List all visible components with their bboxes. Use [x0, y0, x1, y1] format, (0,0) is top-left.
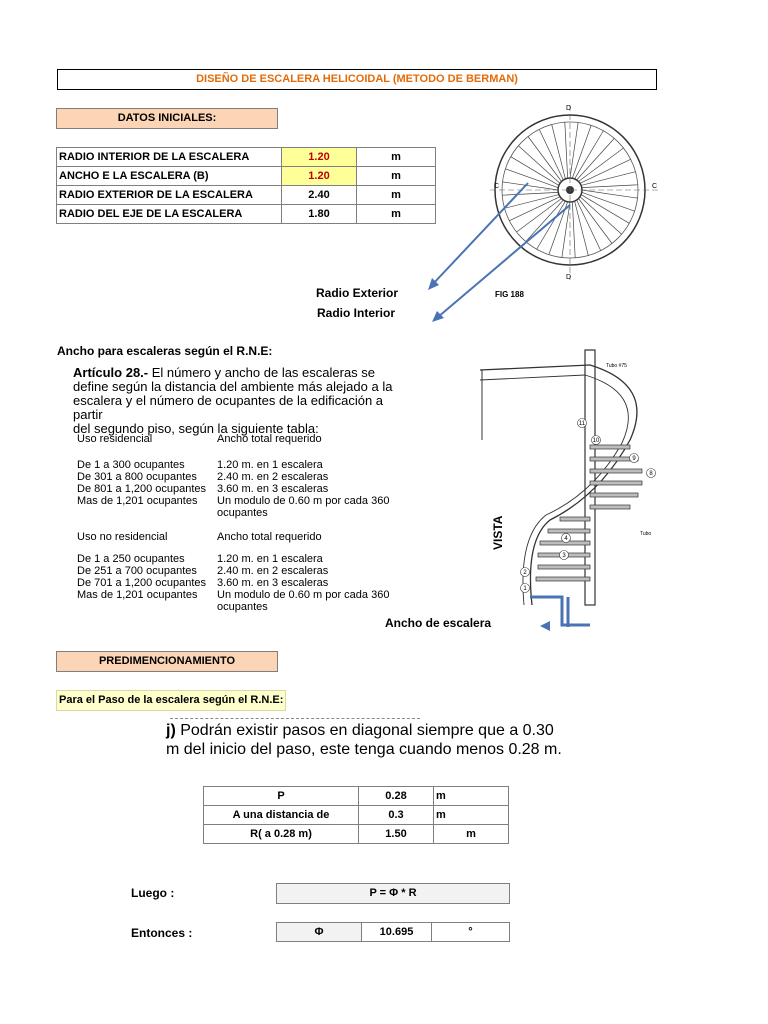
- table-row: [57, 205, 436, 224]
- stair-step: [590, 469, 642, 473]
- articulo-28-text: [73, 366, 393, 436]
- residencial-table: [77, 433, 397, 519]
- formula-box: P = Φ * R: [276, 883, 510, 904]
- table-cell-value[interactable]: 1.20: [282, 167, 357, 186]
- rne-j-letter: j): [166, 722, 176, 739]
- nores-row-uso: Mas de 1,201 ocupantes: [77, 589, 198, 601]
- res-header-ancho: Ancho total requerido: [217, 433, 322, 445]
- table-cell-label: A una distancia de: [204, 806, 359, 825]
- phi-table: [276, 922, 510, 942]
- vista-label: VISTA: [491, 515, 505, 550]
- nores-row-ancho: 3.60 m. en 3 escaleras: [217, 577, 329, 589]
- rne-j-text1: Podrán existir pasos en diagonal siempre que a 0.30: [175, 722, 554, 739]
- articulo-heading-rest: El número y ancho de las escaleras se: [148, 365, 376, 380]
- clipped-text-top: [150, 713, 570, 721]
- stair-step: [536, 577, 590, 581]
- table-cell-value: 2.40: [282, 186, 357, 205]
- table-cell-unit: m: [357, 205, 436, 224]
- stair-tread-line: [565, 122, 568, 178]
- table-row: [57, 148, 436, 167]
- nores-row-ancho: 1.20 m. en 1 escalera: [217, 553, 323, 565]
- stair-tread-line: [509, 197, 560, 221]
- articulo-heading: Artículo 28.-: [73, 365, 149, 380]
- res-row-uso: De 301 a 800 ocupantes: [77, 471, 197, 483]
- res-header-uso: Uso residencial: [77, 433, 153, 445]
- predimencionamiento-header: PREDIMENCIONAMIENTO: [56, 651, 278, 672]
- svg-text:2: 2: [523, 570, 527, 576]
- spiral-elevation-figure: [470, 345, 670, 635]
- res-row-uso: Mas de 1,201 ocupantes: [77, 495, 198, 507]
- paso-table: [203, 786, 509, 844]
- res-row-extra: ocupantes: [217, 507, 268, 519]
- table-cell-value: 1.50: [359, 825, 434, 844]
- stair-tread-line: [505, 169, 558, 188]
- stair-tread-line: [582, 185, 638, 188]
- table-row: [204, 806, 509, 825]
- fig-label: FIG 188: [495, 290, 524, 299]
- stair-tread-line: [580, 159, 631, 183]
- articulo-line: escalera y el número de ocupantes de la edificación a partir: [73, 393, 384, 422]
- nores-header-ancho: Ancho total requerido: [217, 531, 322, 543]
- articulo-line: define según la distancia del ambiente más alejado a la: [73, 379, 393, 394]
- table-cell-value: 1.80: [282, 205, 357, 224]
- table-cell-label: ANCHO E LA ESCALERA (B): [57, 167, 282, 186]
- table-cell-label: RADIO INTERIOR DE LA ESCALERA: [57, 148, 282, 167]
- stair-tread-line: [577, 200, 601, 251]
- stair-step: [590, 481, 642, 485]
- svg-text:8: 8: [649, 471, 653, 477]
- res-row-ancho: 1.20 m. en 1 escalera: [217, 459, 323, 471]
- section-mark-d: D: [566, 274, 572, 281]
- rne-j-line1: [166, 722, 554, 740]
- nores-header-uso: Uso no residencial: [77, 531, 168, 543]
- table-cell-value[interactable]: 1.20: [282, 148, 357, 167]
- nores-row-extra: ocupantes: [217, 601, 268, 613]
- luego-label: Luego :: [131, 886, 175, 900]
- stair-tread-line: [539, 129, 563, 180]
- articulo-line: del segundo piso, según la siguiente tabla:: [73, 421, 319, 436]
- table-row: [57, 167, 436, 186]
- tubo-side-label: Tubo: [640, 531, 652, 537]
- table-cell-label: R( a 0.28 m): [204, 825, 359, 844]
- table-cell-unit: m: [434, 825, 509, 844]
- stair-step: [590, 505, 630, 509]
- table-cell-label: P: [204, 787, 359, 806]
- datos-table: [56, 147, 436, 224]
- nores-row-uso: De 701 a 1,200 ocupantes: [77, 577, 207, 589]
- svg-text:11: 11: [578, 421, 586, 427]
- table-cell-unit: m: [357, 186, 436, 205]
- svg-text:1: 1: [523, 586, 527, 592]
- table-row: [277, 923, 510, 942]
- svg-text:9: 9: [632, 456, 636, 462]
- phi-unit: °: [432, 923, 510, 942]
- res-row-ancho: 3.60 m. en 3 escaleras: [217, 483, 329, 495]
- section-mark-c: C: [494, 183, 500, 190]
- datos-iniciales-header: DATOS INICIALES:: [56, 108, 278, 129]
- section-mark-c: C: [652, 183, 658, 190]
- res-row-uso: De 801 a 1,200 ocupantes: [77, 483, 207, 495]
- phi-value: 10.695: [362, 923, 432, 942]
- table-row: [57, 186, 436, 205]
- stair-step: [548, 529, 590, 533]
- res-row-uso: De 1 a 300 ocupantes: [77, 459, 185, 471]
- svg-text:3: 3: [562, 553, 566, 559]
- ancho-escalera-label: Ancho de escalera: [385, 616, 492, 630]
- table-cell-unit: m: [434, 806, 509, 825]
- paso-title: Para el Paso de la escalera según el R.N.E:: [56, 690, 286, 711]
- table-row: [204, 825, 509, 844]
- tubo-top-label: Tubo #75: [606, 363, 627, 369]
- spiral-plan-figure: [420, 95, 670, 325]
- stair-tread-line: [582, 190, 638, 198]
- nores-row-uso: De 1 a 250 ocupantes: [77, 553, 185, 565]
- res-row-ancho: Un modulo de 0.60 m por cada 360: [217, 495, 390, 507]
- svg-text:10: 10: [592, 438, 600, 444]
- phi-symbol: Φ: [277, 923, 362, 942]
- stair-step: [560, 517, 590, 521]
- stair-step: [590, 445, 630, 449]
- table-cell-label: RADIO EXTERIOR DE LA ESCALERA: [57, 186, 282, 205]
- radio-interior-label: Radio Interior: [317, 306, 396, 320]
- stair-step: [538, 565, 590, 569]
- ancho-title: Ancho para escaleras según el R.N.E:: [57, 344, 273, 358]
- no-residencial-table: [77, 531, 397, 613]
- stair-tread-line: [502, 182, 558, 190]
- res-row-ancho: 2.40 m. en 2 escaleras: [217, 471, 329, 483]
- table-cell-unit: m: [357, 148, 436, 167]
- table-cell-value: 0.3: [359, 806, 434, 825]
- stair-tread-line: [502, 192, 558, 195]
- nores-row-ancho: Un modulo de 0.60 m por cada 360: [217, 589, 390, 601]
- radio-exterior-label: Radio Exterior: [316, 286, 399, 300]
- stair-step: [590, 493, 638, 497]
- nores-row-uso: De 251 a 700 ocupantes: [77, 565, 197, 577]
- nores-row-ancho: 2.40 m. en 2 escaleras: [217, 565, 329, 577]
- section-mark-d: D: [566, 105, 572, 112]
- stair-tread-line: [572, 125, 591, 178]
- svg-text:4: 4: [564, 536, 568, 542]
- table-cell-unit: m: [357, 167, 436, 186]
- table-cell-value: 0.28: [359, 787, 434, 806]
- page-title: DISEÑO DE ESCALERA HELICOIDAL (METODO DE BERMAN): [57, 69, 657, 90]
- table-cell-label: RADIO DEL EJE DE LA ESCALERA: [57, 205, 282, 224]
- stair-tread-line: [582, 192, 635, 211]
- stair-tread-line: [572, 202, 575, 258]
- rne-j-line2: m del inicio del paso, este tenga cuando menos 0.28 m.: [166, 741, 562, 758]
- entonces-label: Entonces :: [131, 926, 193, 940]
- stair-tread-line: [570, 122, 578, 178]
- table-cell-unit: m: [434, 787, 509, 806]
- table-row: [204, 787, 509, 806]
